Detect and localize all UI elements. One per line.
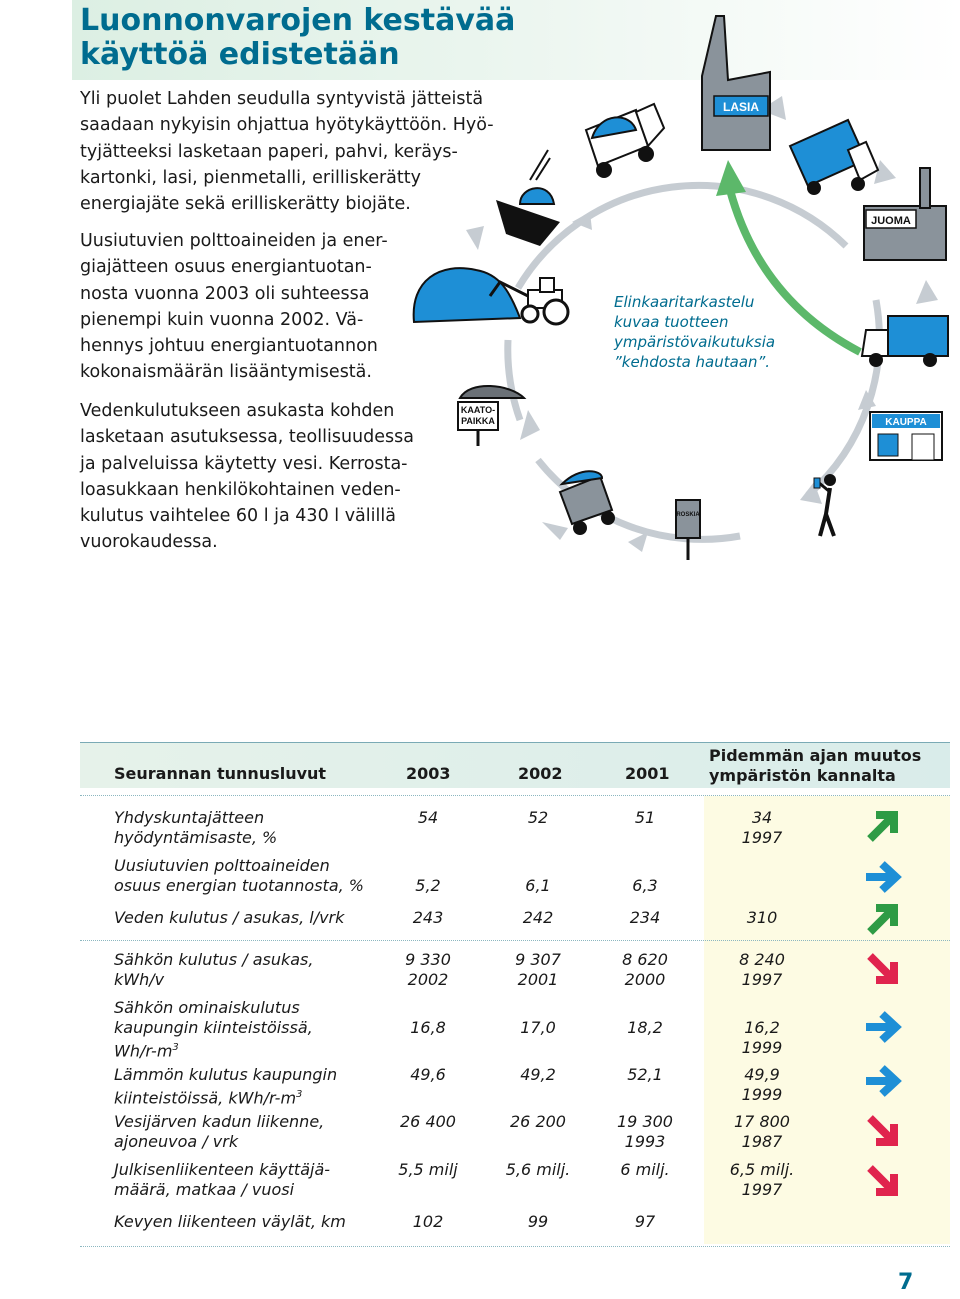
earlier-year: 1997 [741, 828, 783, 847]
table-header-2001: 2001 [625, 764, 670, 783]
text-line: kulutus vaihtelee 60 l ja 430 l välillä [80, 506, 396, 527]
table-divider [80, 1246, 950, 1247]
value-2001: 97 [634, 1212, 656, 1231]
value: 9 307 [515, 950, 561, 969]
flow-arrow [542, 522, 568, 540]
value-earlier [722, 1018, 802, 1058]
label-text: kiinteistöissä, kWh/r-m [114, 1088, 297, 1108]
recycle-arrow-head [716, 160, 746, 196]
ship-icon [496, 150, 560, 246]
landfill-sign: PAIKKA [461, 416, 495, 426]
page-number: 7 [898, 1270, 914, 1295]
label-line: Veden kulutus / asukas, l/vrk [114, 908, 345, 927]
truck-icon [790, 120, 878, 195]
label-line: Vesijärven kadun liikenne, [114, 1112, 325, 1131]
diagram-caption [614, 292, 775, 372]
value-2002: 17,0 [520, 1018, 556, 1037]
label-line: kWh/v [114, 970, 165, 989]
label-line: hyödyntämisaste, % [114, 828, 278, 847]
intro-paragraph [80, 86, 494, 217]
trend-right-icon [862, 1006, 904, 1048]
value-earlier [722, 808, 802, 848]
flow-arrow [520, 410, 540, 440]
flow-arrow [466, 226, 484, 250]
superscript: 3 [296, 1089, 303, 1100]
page-title-line: käyttöä edistetään [80, 37, 400, 72]
text-line: saadaan nykyisin ohjattua hyötykäyttöön. Hyö- [80, 115, 494, 136]
roskia-sign: ROSKIA [676, 512, 700, 518]
landfill-sign: KAATO- [460, 405, 496, 415]
kauppa-sign: KAUPPA [885, 417, 927, 428]
trend-right-icon [862, 1060, 904, 1102]
table-row-label [114, 808, 277, 848]
label-line: Yhdyskuntajätteen [114, 808, 265, 827]
trend-right-icon [862, 856, 904, 898]
value-2001: 18,2 [627, 1018, 663, 1037]
earlier-value: 6,5 milj. [729, 1160, 795, 1179]
text-line: pienempi kuin vuonna 2002. Vä- [80, 309, 364, 330]
text-line: kartonki, lasi, pienmetalli, erilliskerätty [80, 167, 421, 188]
value-earlier [722, 1160, 802, 1200]
earlier-value: 16,2 [744, 1018, 780, 1037]
label-line: ajoneuvoa / vrk [114, 1132, 239, 1151]
value: 9 330 [405, 950, 451, 969]
text-line: lasketaan asutuksessa, teollisuudessa [80, 427, 414, 448]
earlier-value: 17 800 [734, 1112, 790, 1131]
table-row-label [114, 1065, 337, 1108]
value-2003: 54 [417, 808, 439, 827]
flow-arrow [628, 532, 648, 552]
text-line: kokonaismäärän lisääntymisestä. [80, 362, 372, 383]
trend-up-icon [862, 898, 904, 940]
value-earlier [722, 1112, 802, 1152]
earlier-year: 1987 [741, 1132, 783, 1151]
value-2002: 6,1 [525, 876, 551, 895]
text-line: energiajäte sekä erilliskerätty biojäte. [80, 194, 411, 215]
table-row-label [114, 1160, 330, 1200]
value-2001 [605, 950, 685, 990]
caption-line: ympäristövaikutuksia [614, 333, 776, 351]
table-header-label: Seurannan tunnusluvut [114, 764, 327, 783]
value-2001: 52,1 [627, 1065, 663, 1084]
value-2003: 5,5 milj [398, 1160, 458, 1179]
table-header-change-line: Pidemmän ajan muutos [709, 746, 922, 765]
truck-icon [586, 104, 664, 178]
table-divider [80, 940, 950, 941]
table-header-2003: 2003 [406, 764, 451, 783]
table-row-label [114, 950, 313, 990]
value-2002 [498, 950, 578, 990]
value-2001: 234 [629, 908, 661, 927]
table-row-label [114, 998, 313, 1061]
text-line: Yli puolet Lahden seudulla syntyvistä jätteistä [80, 89, 484, 109]
label-line: määrä, matkaa / vuosi [114, 1180, 295, 1199]
value-2003 [388, 950, 468, 990]
trash-bin-icon [676, 500, 700, 560]
life-cycle-circle [518, 185, 846, 288]
table-header-change [709, 746, 921, 786]
trend-down-icon [862, 1110, 904, 1152]
value-year: 2001 [517, 970, 559, 989]
label-line: Uusiutuvien polttoaineiden [114, 856, 330, 875]
earlier-value: 49,9 [744, 1065, 780, 1084]
caption-line: kuvaa tuotteen [614, 313, 729, 331]
caption-line: ”kehdosta hautaan”. [614, 353, 771, 371]
superscript: 3 [172, 1042, 179, 1053]
flow-arrow [874, 160, 896, 184]
earlier-year: 1999 [741, 1038, 783, 1057]
delivery-truck-icon [862, 316, 948, 367]
text-line: giajätteen osuus energiantuotan- [80, 257, 372, 278]
value-2001: 6 milj. [620, 1160, 670, 1179]
lasia-sign: LASIA [723, 100, 759, 114]
table-row-label [114, 856, 364, 896]
text-line: Uusiutuvien polttoaineiden ja ener- [80, 231, 388, 251]
value-earlier [722, 1065, 802, 1105]
trend-down-icon [862, 1160, 904, 1202]
value-2002: 52 [527, 808, 549, 827]
label-line [114, 1085, 337, 1108]
value-2001: 51 [634, 808, 656, 827]
earlier-value: 8 240 [739, 950, 785, 969]
text-line: vuorokaudessa. [80, 532, 218, 553]
earlier-value: 34 [751, 808, 773, 827]
label-line: Kevyen liikenteen väylät, km [114, 1212, 346, 1231]
text-line: ja palveluissa käytetty vesi. Kerrosta- [80, 453, 408, 474]
water-paragraph [80, 398, 414, 556]
label-line [114, 1038, 313, 1061]
table-divider [80, 795, 950, 796]
label-line: Sähkön kulutus / asukas, [114, 950, 314, 969]
value-year: 2000 [624, 970, 666, 989]
value-2003: 16,8 [410, 1018, 446, 1037]
text-line: tyjätteeksi lasketaan paperi, pahvi, keräys- [80, 141, 458, 162]
value-2002: 242 [522, 908, 554, 927]
value-2003: 26 400 [400, 1112, 456, 1131]
page-title-line: Luonnonvarojen kestävää [80, 3, 516, 38]
shop-icon [870, 412, 942, 460]
garbage-truck-icon [560, 471, 615, 535]
text-line: hennys johtuu energiantuotannon [80, 336, 378, 357]
trend-up-icon [862, 805, 904, 847]
table-header-2002: 2002 [518, 764, 563, 783]
earlier-year: 1999 [741, 1085, 783, 1104]
value-2003: 5,2 [415, 876, 441, 895]
landfill-icon [458, 386, 524, 446]
value: 19 300 [617, 1112, 673, 1131]
raw-material-pile-icon [414, 268, 520, 322]
label-line: Julkisenliikenteen käyttäjä- [114, 1160, 331, 1179]
value: 8 620 [622, 950, 668, 969]
trend-down-icon [862, 948, 904, 990]
life-cycle-circle [508, 340, 520, 420]
value-2003: 102 [412, 1212, 444, 1231]
earlier-year: 1997 [741, 1180, 783, 1199]
table-row-label [114, 1212, 346, 1232]
person-icon [814, 474, 836, 536]
value-2001: 6,3 [632, 876, 658, 895]
table-header-change-line: ympäristön kannalta [709, 766, 896, 785]
table-row-label [114, 908, 344, 928]
earlier-year: 1997 [741, 970, 783, 989]
label-line: Sähkön ominaiskulutus [114, 998, 300, 1017]
text-line: loasukkaan henkilökohtainen veden- [80, 479, 401, 500]
value-2001 [605, 1112, 685, 1152]
text-line: Vedenkulutukseen asukasta kohden [80, 401, 395, 421]
table-row-label [114, 1112, 324, 1152]
energy-paragraph [80, 228, 388, 386]
value-earlier [722, 950, 802, 990]
label-text: Wh/r-m [114, 1041, 173, 1061]
text-line: nosta vuonna 2003 oli suhteessa [80, 283, 370, 304]
value-2003: 243 [412, 908, 444, 927]
value-year: 2002 [407, 970, 449, 989]
label-line: Lämmön kulutus kaupungin [114, 1065, 338, 1084]
flow-arrow [916, 280, 938, 304]
value-year: 1993 [624, 1132, 666, 1151]
value-earlier: 310 [746, 908, 778, 927]
label-line: osuus energian tuotannosta, % [114, 876, 365, 895]
label-line: kaupungin kiinteistöissä, [114, 1018, 313, 1037]
value-2002: 99 [527, 1212, 549, 1231]
value-2002: 26 200 [510, 1112, 566, 1131]
value-2002: 49,2 [520, 1065, 556, 1084]
caption-line: Elinkaaritarkastelu [614, 293, 755, 311]
glass-factory-icon [702, 16, 770, 150]
value-2003: 49,6 [410, 1065, 446, 1084]
value-2002: 5,6 milj. [505, 1160, 571, 1179]
juoma-sign: JUOMA [871, 215, 911, 227]
